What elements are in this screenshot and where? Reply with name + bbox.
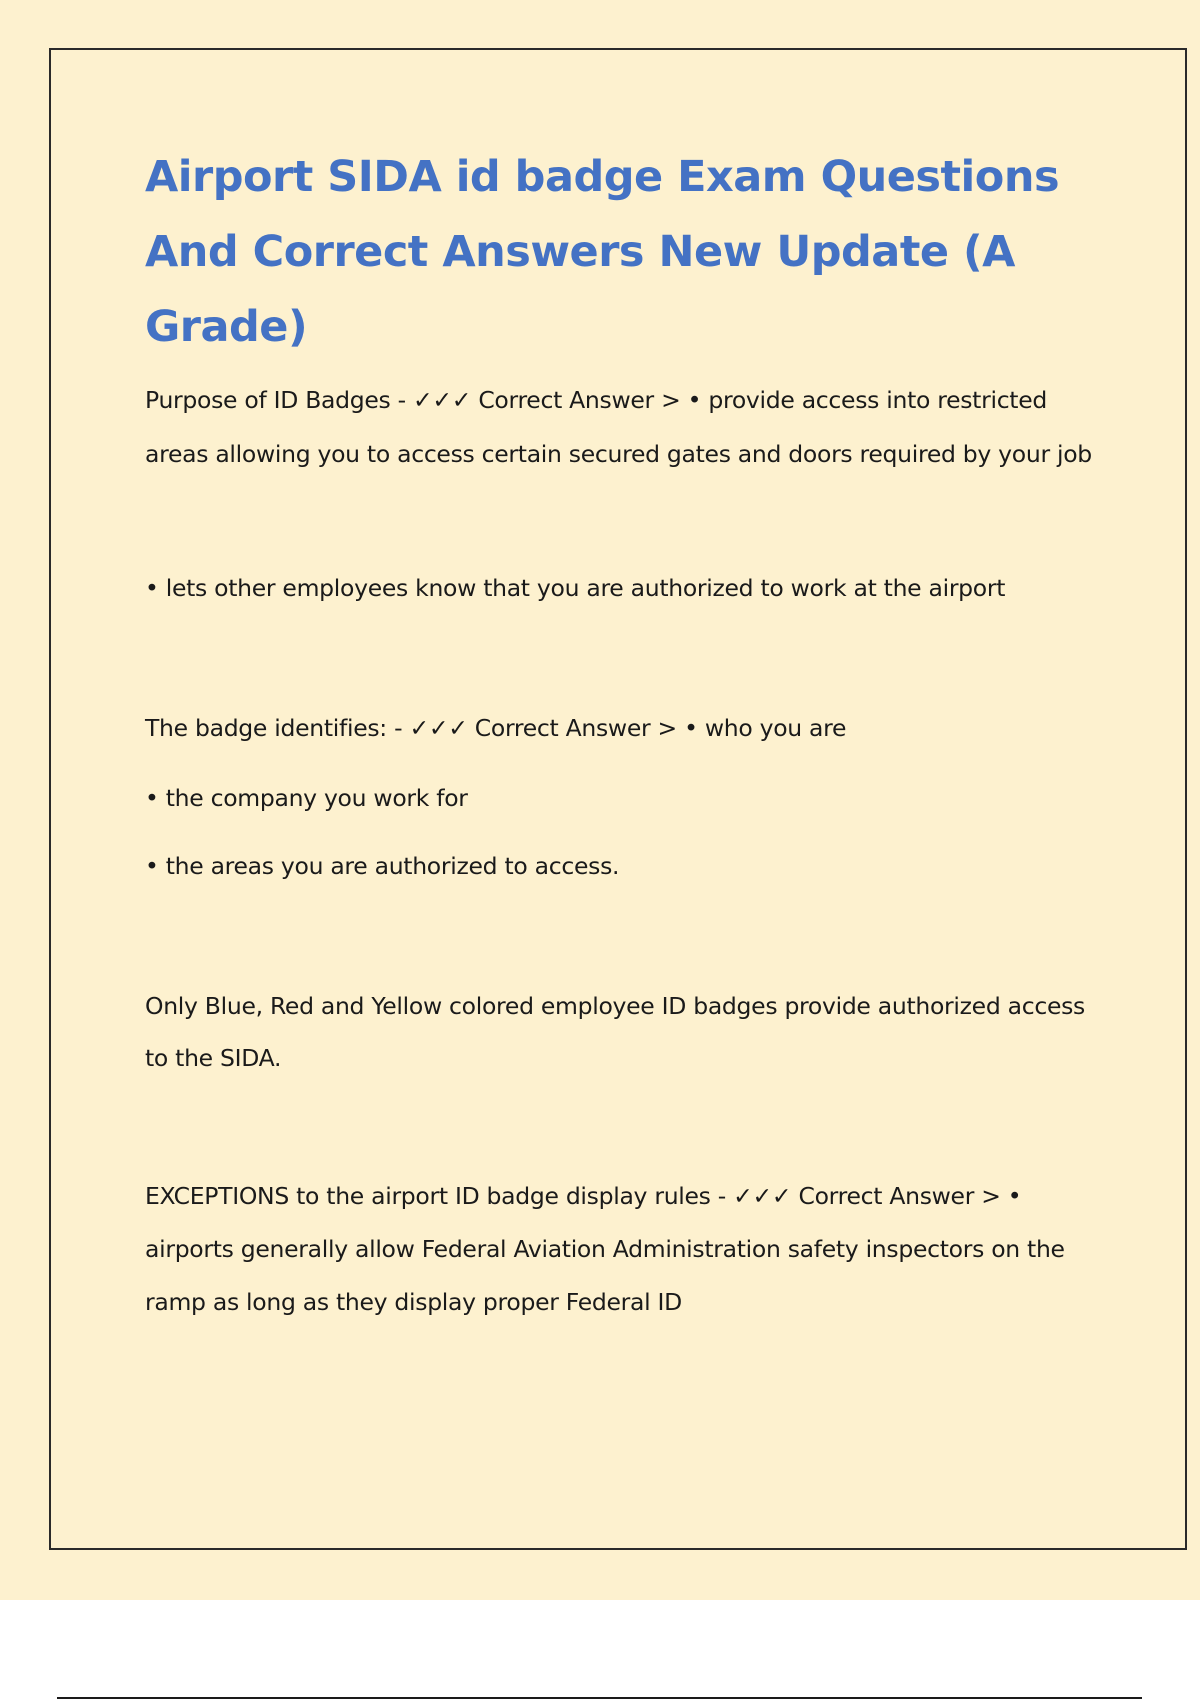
paragraph-badge-identifies: The badge identifies: - ✓✓✓ Correct Answer > • who you are xyxy=(145,714,847,742)
document-title: Airport SIDA id badge Exam Questions And Correct Answers New Update (A Grade) xyxy=(145,152,1060,352)
paragraph-bullet-company: • the company you work for xyxy=(145,784,468,812)
footer-divider xyxy=(57,1697,1142,1699)
paragraph-bullet-authorized-to-work: • lets other employees know that you are authorized to work at the airport xyxy=(145,574,1006,602)
paragraph-badge-colors: Only Blue, Red and Yellow colored employee ID badges provide authorized access to the SIDA. xyxy=(145,992,1085,1072)
paragraph-bullet-areas: • the areas you are authorized to access. xyxy=(145,852,620,880)
paragraph-purpose-of-id-badges: Purpose of ID Badges - ✓✓✓ Correct Answer > • provide access into restricted areas allowing you to access certain secured gates and doors required by your job xyxy=(145,386,1092,468)
paragraph-exceptions: EXCEPTIONS to the airport ID badge display rules - ✓✓✓ Correct Answer > • airports generally allow Federal Aviation Administration safety inspectors on the ramp as long as they display proper Federal ID xyxy=(145,1182,1065,1316)
